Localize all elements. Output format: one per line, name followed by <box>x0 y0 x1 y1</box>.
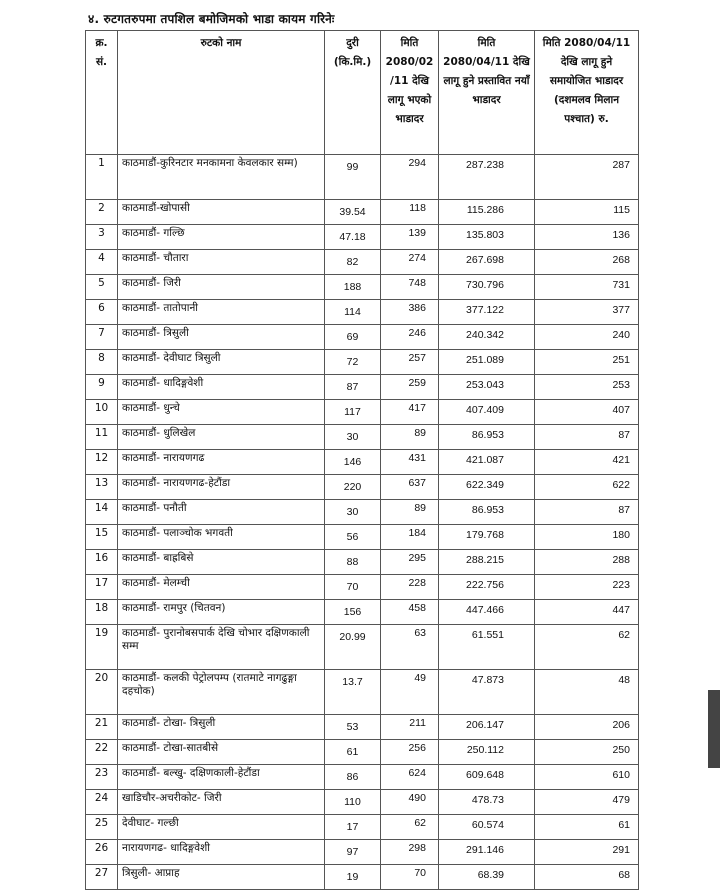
proposed-rate-cell: 291.146 <box>439 840 535 865</box>
old-rate-cell: 62 <box>381 815 439 840</box>
route-name-cell: काठमाडौं-खोपासी <box>118 200 325 225</box>
old-rate-cell: 274 <box>381 250 439 275</box>
header-serial-no: क्र. सं. <box>86 31 118 155</box>
adjusted-rate-cell: 377 <box>535 300 639 325</box>
serial-no-cell: 14 <box>86 500 118 525</box>
proposed-rate-cell: 730.796 <box>439 275 535 300</box>
serial-no-cell: 1 <box>86 155 118 200</box>
old-rate-cell: 458 <box>381 600 439 625</box>
section-heading: ४. रुटगतरुपमा तपशिल बमोजिमको भाडा कायम गरिनेः <box>88 12 335 26</box>
distance-cell: 88 <box>325 550 381 575</box>
table-row <box>86 575 639 600</box>
proposed-rate-cell: 250.112 <box>439 740 535 765</box>
serial-no-cell: 25 <box>86 815 118 840</box>
adjusted-rate-cell: 87 <box>535 425 639 450</box>
serial-no-cell: 21 <box>86 715 118 740</box>
route-name-cell: काठमाडौं- टोखा-सातबीसे <box>118 740 325 765</box>
distance-cell: 117 <box>325 400 381 425</box>
serial-no-cell: 7 <box>86 325 118 350</box>
route-name-cell: काठमाडौं-कुरिनटार मनकामना केवलकार सम्म) <box>118 155 325 200</box>
table-row <box>86 225 639 250</box>
route-name-cell: नारायणगढ- धादिङ्गवेशी <box>118 840 325 865</box>
old-rate-cell: 490 <box>381 790 439 815</box>
table-row <box>86 275 639 300</box>
route-name-cell: काठमाडौं- जिरी <box>118 275 325 300</box>
old-rate-cell: 49 <box>381 670 439 715</box>
serial-no-cell: 18 <box>86 600 118 625</box>
distance-cell: 69 <box>325 325 381 350</box>
adjusted-rate-cell: 115 <box>535 200 639 225</box>
old-rate-cell: 89 <box>381 500 439 525</box>
old-rate-cell: 257 <box>381 350 439 375</box>
table-row <box>86 840 639 865</box>
serial-no-cell: 24 <box>86 790 118 815</box>
adjusted-rate-cell: 251 <box>535 350 639 375</box>
table-body <box>86 155 639 890</box>
route-name-cell: काठमाडौं- धादिङ्गवेशी <box>118 375 325 400</box>
serial-no-cell: 3 <box>86 225 118 250</box>
distance-cell: 110 <box>325 790 381 815</box>
adjusted-rate-cell: 253 <box>535 375 639 400</box>
header-old-rate: मिति 2080/02 /11 देखि लागू भएको भाडादर <box>381 31 439 155</box>
distance-cell: 20.99 <box>325 625 381 670</box>
proposed-rate-cell: 287.238 <box>439 155 535 200</box>
table-row <box>86 250 639 275</box>
table-row <box>86 200 639 225</box>
route-name-cell: काठमाडौं- पुरानोबसपार्क देखि चोभार दक्षिणकाली सम्म <box>118 625 325 670</box>
proposed-rate-cell: 421.087 <box>439 450 535 475</box>
distance-cell: 39.54 <box>325 200 381 225</box>
serial-no-cell: 6 <box>86 300 118 325</box>
serial-no-cell: 10 <box>86 400 118 425</box>
proposed-rate-cell: 447.466 <box>439 600 535 625</box>
route-name-cell: काठमाडौं- तातोपानी <box>118 300 325 325</box>
serial-no-cell: 5 <box>86 275 118 300</box>
table-row <box>86 815 639 840</box>
old-rate-cell: 139 <box>381 225 439 250</box>
proposed-rate-cell: 609.648 <box>439 765 535 790</box>
distance-cell: 53 <box>325 715 381 740</box>
old-rate-cell: 637 <box>381 475 439 500</box>
route-name-cell: काठमाडौं- कलकी पेट्रोलपम्प (रातमाटे नागढुङ्गा दहचोक) <box>118 670 325 715</box>
table-row <box>86 475 639 500</box>
serial-no-cell: 9 <box>86 375 118 400</box>
table-row <box>86 155 639 200</box>
proposed-rate-cell: 60.574 <box>439 815 535 840</box>
table-row <box>86 525 639 550</box>
proposed-rate-cell: 206.147 <box>439 715 535 740</box>
old-rate-cell: 298 <box>381 840 439 865</box>
route-name-cell: काठमाडौं- गल्छि <box>118 225 325 250</box>
header-distance: दुरी (कि.मि.) <box>325 31 381 155</box>
adjusted-rate-cell: 731 <box>535 275 639 300</box>
distance-cell: 188 <box>325 275 381 300</box>
route-name-cell: काठमाडौं- मेलम्ची <box>118 575 325 600</box>
table-row <box>86 740 639 765</box>
distance-cell: 61 <box>325 740 381 765</box>
adjusted-rate-cell: 62 <box>535 625 639 670</box>
old-rate-cell: 295 <box>381 550 439 575</box>
table-row <box>86 790 639 815</box>
old-rate-cell: 63 <box>381 625 439 670</box>
serial-no-cell: 2 <box>86 200 118 225</box>
fare-rate-table <box>85 30 639 890</box>
serial-no-cell: 16 <box>86 550 118 575</box>
distance-cell: 70 <box>325 575 381 600</box>
adjusted-rate-cell: 61 <box>535 815 639 840</box>
distance-cell: 82 <box>325 250 381 275</box>
old-rate-cell: 431 <box>381 450 439 475</box>
table-row <box>86 865 639 890</box>
proposed-rate-cell: 240.342 <box>439 325 535 350</box>
old-rate-cell: 184 <box>381 525 439 550</box>
adjusted-rate-cell: 206 <box>535 715 639 740</box>
header-route-name: रुटको नाम <box>118 31 325 155</box>
table-row <box>86 500 639 525</box>
route-name-cell: काठमाडौं- पलाञ्चोक भगवती <box>118 525 325 550</box>
proposed-rate-cell: 115.286 <box>439 200 535 225</box>
distance-cell: 17 <box>325 815 381 840</box>
old-rate-cell: 246 <box>381 325 439 350</box>
adjusted-rate-cell: 136 <box>535 225 639 250</box>
page-edge-tab <box>708 690 720 768</box>
proposed-rate-cell: 86.953 <box>439 500 535 525</box>
distance-cell: 72 <box>325 350 381 375</box>
distance-cell: 220 <box>325 475 381 500</box>
proposed-rate-cell: 267.698 <box>439 250 535 275</box>
route-name-cell: खाडिचौर-अचरीकोट- जिरी <box>118 790 325 815</box>
proposed-rate-cell: 86.953 <box>439 425 535 450</box>
serial-no-cell: 27 <box>86 865 118 890</box>
old-rate-cell: 256 <box>381 740 439 765</box>
route-name-cell: काठमाडौं- त्रिसुली <box>118 325 325 350</box>
adjusted-rate-cell: 479 <box>535 790 639 815</box>
serial-no-cell: 20 <box>86 670 118 715</box>
route-name-cell: त्रिसुली- आप्राह <box>118 865 325 890</box>
distance-cell: 19 <box>325 865 381 890</box>
table-row <box>86 625 639 670</box>
route-name-cell: काठमाडौं- चौतारा <box>118 250 325 275</box>
old-rate-cell: 211 <box>381 715 439 740</box>
table-row <box>86 600 639 625</box>
table-row <box>86 670 639 715</box>
adjusted-rate-cell: 87 <box>535 500 639 525</box>
route-name-cell: काठमाडौं- रामपुर (चितवन) <box>118 600 325 625</box>
distance-cell: 47.18 <box>325 225 381 250</box>
table-row <box>86 375 639 400</box>
proposed-rate-cell: 68.39 <box>439 865 535 890</box>
proposed-rate-cell: 251.089 <box>439 350 535 375</box>
old-rate-cell: 417 <box>381 400 439 425</box>
old-rate-cell: 228 <box>381 575 439 600</box>
distance-cell: 97 <box>325 840 381 865</box>
distance-cell: 13.7 <box>325 670 381 715</box>
serial-no-cell: 4 <box>86 250 118 275</box>
route-name-cell: काठमाडौं- नारायणगढ <box>118 450 325 475</box>
distance-cell: 87 <box>325 375 381 400</box>
distance-cell: 56 <box>325 525 381 550</box>
old-rate-cell: 70 <box>381 865 439 890</box>
adjusted-rate-cell: 407 <box>535 400 639 425</box>
old-rate-cell: 89 <box>381 425 439 450</box>
adjusted-rate-cell: 622 <box>535 475 639 500</box>
route-name-cell: काठमाडौं- नारायणगढ-हेटौंडा <box>118 475 325 500</box>
proposed-rate-cell: 179.768 <box>439 525 535 550</box>
route-name-cell: काठमाडौं- देवीघाट त्रिसुली <box>118 350 325 375</box>
table-row <box>86 715 639 740</box>
old-rate-cell: 118 <box>381 200 439 225</box>
serial-no-cell: 23 <box>86 765 118 790</box>
distance-cell: 99 <box>325 155 381 200</box>
adjusted-rate-cell: 180 <box>535 525 639 550</box>
table-row <box>86 325 639 350</box>
adjusted-rate-cell: 287 <box>535 155 639 200</box>
old-rate-cell: 386 <box>381 300 439 325</box>
adjusted-rate-cell: 291 <box>535 840 639 865</box>
distance-cell: 146 <box>325 450 381 475</box>
route-name-cell: काठमाडौं- पनौती <box>118 500 325 525</box>
route-name-cell: काठमाडौं- बल्खु- दक्षिणकाली-हेटौंडा <box>118 765 325 790</box>
route-name-cell: काठमाडौं- धुलिखेल <box>118 425 325 450</box>
serial-no-cell: 19 <box>86 625 118 670</box>
proposed-rate-cell: 478.73 <box>439 790 535 815</box>
adjusted-rate-cell: 421 <box>535 450 639 475</box>
serial-no-cell: 8 <box>86 350 118 375</box>
old-rate-cell: 259 <box>381 375 439 400</box>
serial-no-cell: 11 <box>86 425 118 450</box>
table-row <box>86 450 639 475</box>
distance-cell: 30 <box>325 500 381 525</box>
proposed-rate-cell: 622.349 <box>439 475 535 500</box>
table-header-row <box>86 31 639 155</box>
distance-cell: 156 <box>325 600 381 625</box>
adjusted-rate-cell: 447 <box>535 600 639 625</box>
serial-no-cell: 26 <box>86 840 118 865</box>
proposed-rate-cell: 47.873 <box>439 670 535 715</box>
route-name-cell: काठमाडौं- टोखा- त्रिसुली <box>118 715 325 740</box>
table-row <box>86 765 639 790</box>
old-rate-cell: 624 <box>381 765 439 790</box>
serial-no-cell: 12 <box>86 450 118 475</box>
adjusted-rate-cell: 68 <box>535 865 639 890</box>
header-proposed-rate: मिति 2080/04/11 देखि लागू हुने प्रस्तावित नयाँ भाडादर <box>439 31 535 155</box>
table-row <box>86 300 639 325</box>
proposed-rate-cell: 288.215 <box>439 550 535 575</box>
proposed-rate-cell: 61.551 <box>439 625 535 670</box>
serial-no-cell: 15 <box>86 525 118 550</box>
old-rate-cell: 748 <box>381 275 439 300</box>
adjusted-rate-cell: 240 <box>535 325 639 350</box>
distance-cell: 114 <box>325 300 381 325</box>
proposed-rate-cell: 135.803 <box>439 225 535 250</box>
adjusted-rate-cell: 250 <box>535 740 639 765</box>
route-name-cell: काठमाडौं- धुन्चे <box>118 400 325 425</box>
serial-no-cell: 13 <box>86 475 118 500</box>
adjusted-rate-cell: 288 <box>535 550 639 575</box>
header-adjusted-rate: मिति 2080/04/11 देखि लागू हुने समायोजित भाडादर (दशमलव मिलान पश्चात) रु. <box>535 31 639 155</box>
route-name-cell: काठमाडौं- बाह्रबिसे <box>118 550 325 575</box>
adjusted-rate-cell: 48 <box>535 670 639 715</box>
proposed-rate-cell: 377.122 <box>439 300 535 325</box>
serial-no-cell: 22 <box>86 740 118 765</box>
table-row <box>86 550 639 575</box>
proposed-rate-cell: 222.756 <box>439 575 535 600</box>
serial-no-cell: 17 <box>86 575 118 600</box>
adjusted-rate-cell: 268 <box>535 250 639 275</box>
table-row <box>86 425 639 450</box>
proposed-rate-cell: 253.043 <box>439 375 535 400</box>
old-rate-cell: 294 <box>381 155 439 200</box>
table-row <box>86 350 639 375</box>
adjusted-rate-cell: 223 <box>535 575 639 600</box>
route-name-cell: देवीघाट- गल्छी <box>118 815 325 840</box>
distance-cell: 86 <box>325 765 381 790</box>
adjusted-rate-cell: 610 <box>535 765 639 790</box>
table-row <box>86 400 639 425</box>
distance-cell: 30 <box>325 425 381 450</box>
proposed-rate-cell: 407.409 <box>439 400 535 425</box>
